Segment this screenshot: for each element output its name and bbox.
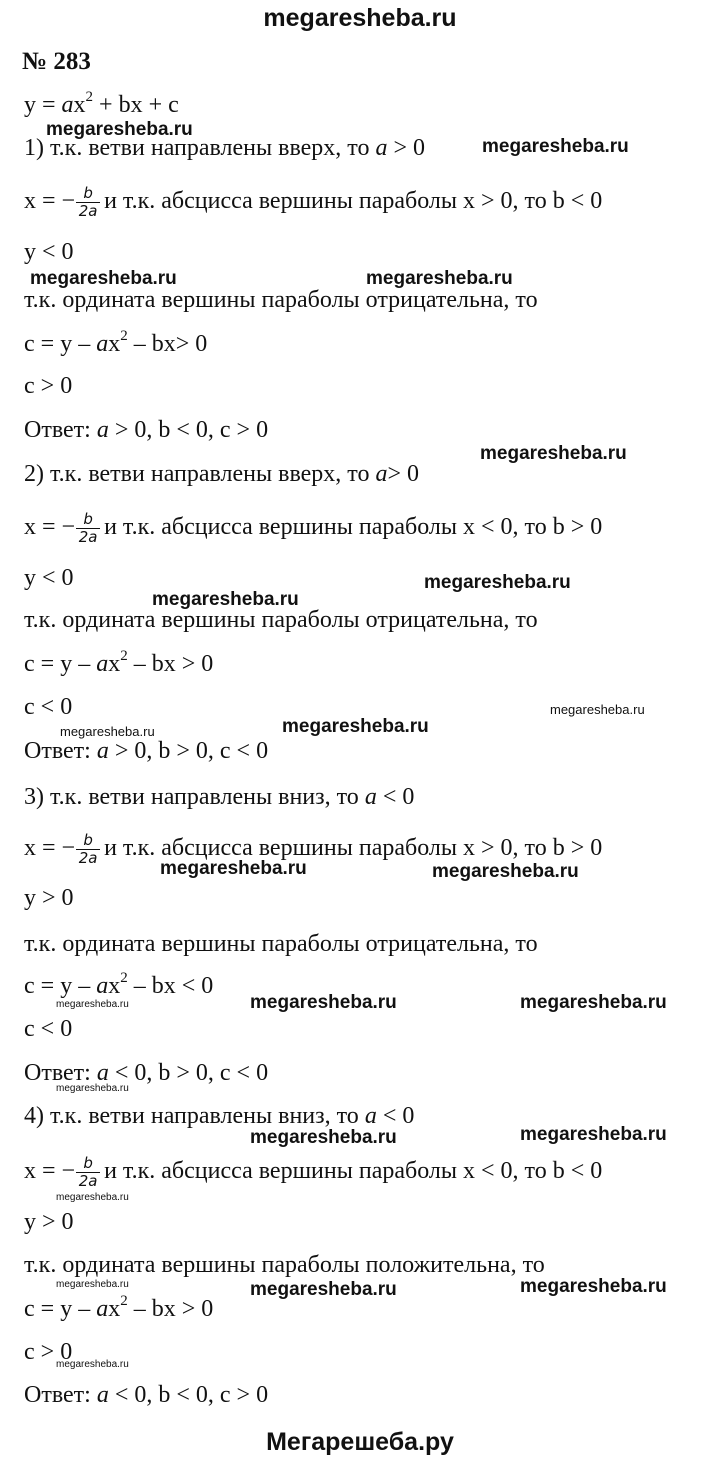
s3-c-a: a	[96, 973, 109, 999]
s1-head-a: a	[375, 135, 388, 161]
s4-head-post: < 0	[376, 1103, 415, 1129]
s4-c	[24, 1295, 213, 1326]
watermark: megaresheba.ru	[60, 724, 155, 739]
watermark: megaresheba.ru	[550, 702, 645, 717]
watermark: megaresheba.ru	[424, 572, 571, 593]
problem-number: № 283	[22, 48, 91, 75]
s2-head-a: a	[375, 461, 388, 487]
watermark: megaresheba.ru	[46, 119, 193, 140]
s1-c-x: x	[108, 331, 121, 357]
eq-x: x	[73, 92, 86, 118]
s2-c-a: a	[96, 651, 109, 677]
s1-ans-post: > 0, b < 0, c > 0	[108, 417, 269, 443]
s3-c-pre: c = y –	[24, 973, 97, 999]
s2-head-post: > 0	[387, 461, 420, 487]
s3-vertex-pre: x = −	[24, 835, 76, 862]
watermark: megaresheba.ru	[250, 992, 397, 1013]
frac-num: b	[83, 831, 93, 849]
s4-c-post: – bx > 0	[127, 1296, 214, 1322]
fraction	[76, 185, 100, 220]
s1-head-post: > 0	[387, 135, 426, 161]
s4-ans-a: a	[96, 1382, 109, 1408]
s4-ans-pre: Ответ:	[24, 1382, 97, 1408]
s1-c-pre: c = y –	[24, 331, 97, 357]
s3-vertex-post: и т.к. абсцисса вершины параболы x > 0, то b > 0	[104, 835, 603, 862]
s4-vertex-pre: x = −	[24, 1158, 76, 1185]
s3-ans-a: a	[96, 1060, 109, 1086]
s3-ord: т.к. ордината вершины параболы отрицательна, то	[24, 931, 538, 957]
s2-vertex	[24, 511, 602, 546]
watermark: megaresheba.ru	[160, 858, 307, 879]
fraction	[76, 832, 100, 867]
watermark: megaresheba.ru	[56, 999, 129, 1010]
s4-y: y > 0	[24, 1209, 74, 1235]
eq-exp: 2	[85, 89, 94, 105]
s1-vertex	[24, 185, 602, 220]
s4-csign: c > 0	[24, 1339, 73, 1365]
frac-den: 2a	[78, 849, 98, 867]
s2-c-x: x	[108, 651, 121, 677]
eq-a: a	[61, 92, 74, 118]
s4-c-a: a	[96, 1296, 109, 1322]
s2-answer	[24, 737, 268, 765]
watermark: megaresheba.ru	[520, 992, 667, 1013]
watermark: megaresheba.ru	[482, 136, 629, 157]
site-header[interactable]: megaresheba.ru	[263, 4, 457, 32]
s3-y: y > 0	[24, 885, 74, 911]
s1-vertex-pre: x = −	[24, 188, 76, 215]
equation	[24, 91, 179, 122]
s4-vertex-post: и т.к. абсцисса вершины параболы x < 0, то b < 0	[104, 1158, 603, 1185]
s4-answer	[24, 1381, 268, 1409]
s4-ans-post: < 0, b < 0, c > 0	[108, 1382, 269, 1408]
s3-csign: c < 0	[24, 1016, 73, 1042]
s1-c-a: a	[96, 331, 109, 357]
site-footer[interactable]: Мегарешеба.ру	[266, 1428, 454, 1456]
s1-c-post: – bx> 0	[127, 331, 208, 357]
s1-ans-a: a	[96, 417, 109, 443]
frac-num: b	[83, 1154, 93, 1172]
s4-c-x: x	[108, 1296, 121, 1322]
s1-vertex-post: и т.к. абсцисса вершины параболы x > 0, то b < 0	[104, 188, 603, 215]
fraction	[76, 511, 100, 546]
s3-ans-post: < 0, b > 0, c < 0	[108, 1060, 269, 1086]
s1-y: y < 0	[24, 239, 74, 265]
watermark: megaresheba.ru	[152, 589, 299, 610]
watermark: megaresheba.ru	[56, 1359, 129, 1370]
s2-y: y < 0	[24, 565, 74, 591]
eq-y: y =	[24, 92, 62, 118]
watermark: megaresheba.ru	[366, 268, 513, 289]
s2-ans-a: a	[96, 738, 109, 764]
s1-ans-pre: Ответ:	[24, 417, 97, 443]
s2-c-exp: 2	[120, 648, 128, 664]
frac-den: 2a	[78, 202, 98, 220]
watermark: megaresheba.ru	[56, 1279, 129, 1290]
watermark: megaresheba.ru	[250, 1127, 397, 1148]
s2-vertex-post: и т.к. абсцисса вершины параболы x < 0, то b > 0	[104, 514, 603, 541]
s1-c-exp: 2	[120, 328, 128, 344]
s2-csign: c < 0	[24, 694, 73, 720]
s3-head-a: a	[364, 784, 377, 810]
s2-c-pre: c = y –	[24, 651, 97, 677]
s4-vertex	[24, 1155, 602, 1190]
fraction	[76, 1155, 100, 1190]
s4-ord: т.к. ордината вершины параболы положительна, то	[24, 1252, 545, 1278]
s1-c	[24, 330, 207, 361]
frac-num: b	[83, 510, 93, 528]
s4-head-pre: 4) т.к. ветви направлены вниз, то	[24, 1103, 365, 1129]
frac-den: 2a	[78, 1172, 98, 1190]
s1-answer	[24, 416, 268, 444]
s2-ans-post: > 0, b > 0, c < 0	[108, 738, 269, 764]
s4-head	[24, 1102, 414, 1130]
watermark: megaresheba.ru	[282, 716, 429, 737]
s3-ans-pre: Ответ:	[24, 1060, 97, 1086]
s3-head-post: < 0	[376, 784, 415, 810]
s2-c	[24, 650, 213, 681]
watermark: megaresheba.ru	[520, 1124, 667, 1145]
watermark: megaresheba.ru	[432, 861, 579, 882]
s1-ord: т.к. ордината вершины параболы отрицательна, то	[24, 287, 538, 313]
s2-ans-pre: Ответ:	[24, 738, 97, 764]
s3-head	[24, 783, 414, 811]
s4-c-pre: c = y –	[24, 1296, 97, 1322]
s2-vertex-pre: x = −	[24, 514, 76, 541]
frac-num: b	[83, 184, 93, 202]
watermark: megaresheba.ru	[30, 268, 177, 289]
s1-csign: c > 0	[24, 373, 73, 399]
watermark: megaresheba.ru	[250, 1279, 397, 1300]
watermark: megaresheba.ru	[520, 1276, 667, 1297]
s1-head-pre: 1) т.к. ветви направлены вверх, то	[24, 135, 376, 161]
s4-head-a: a	[364, 1103, 377, 1129]
s2-head	[24, 460, 419, 488]
s2-c-post: – bx > 0	[127, 651, 214, 677]
s3-c-post: – bx < 0	[127, 973, 214, 999]
watermark: megaresheba.ru	[56, 1192, 129, 1203]
s2-head-pre: 2) т.к. ветви направлены вверх, то	[24, 461, 376, 487]
s4-c-exp: 2	[120, 1293, 128, 1309]
s2-ord: т.к. ордината вершины параболы отрицательна, то	[24, 607, 538, 633]
s3-c-exp: 2	[120, 970, 128, 986]
eq-rest: + bx + c	[93, 92, 179, 118]
s3-c-x: x	[108, 973, 121, 999]
s3-head-pre: 3) т.к. ветви направлены вниз, то	[24, 784, 365, 810]
frac-den: 2a	[78, 528, 98, 546]
watermark: megaresheba.ru	[480, 443, 627, 464]
watermark: megaresheba.ru	[56, 1083, 129, 1094]
